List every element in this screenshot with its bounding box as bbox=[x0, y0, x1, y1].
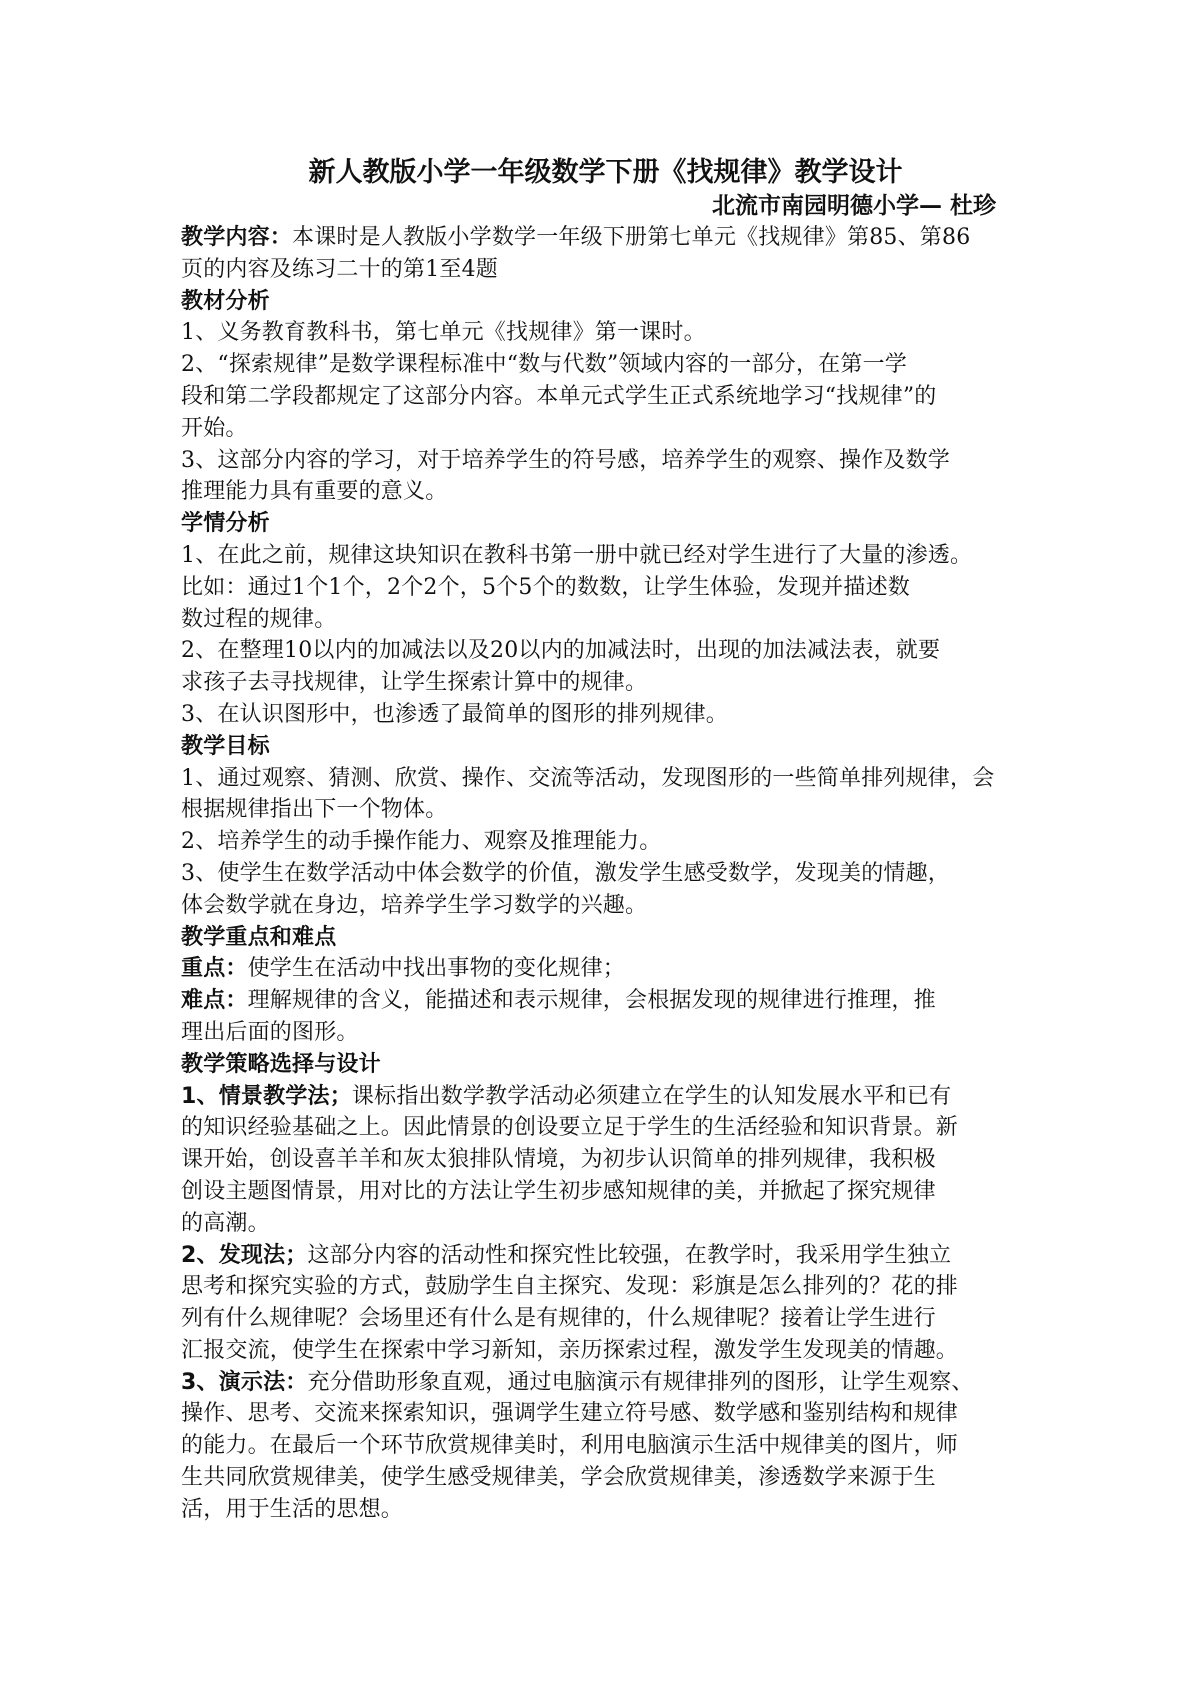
section-heading-text: 教学策略选择与设计 bbox=[181, 1051, 381, 1077]
text-line bbox=[181, 381, 1021, 413]
section-heading bbox=[181, 731, 1021, 763]
body-text: 的能力。在最后一个环节欣赏规律美时，利用电脑演示生活中规律美的图片，师 bbox=[181, 1433, 959, 1459]
body-text: 数过程的规律。 bbox=[181, 606, 337, 632]
text-line bbox=[181, 604, 1021, 636]
body-text: 使学生在活动中找出事物的变化规律； bbox=[247, 956, 626, 982]
text-line bbox=[181, 1144, 1021, 1176]
bold-lead-text: 1、情景教学法； bbox=[181, 1083, 352, 1109]
text-line bbox=[181, 826, 1021, 858]
text-line bbox=[181, 858, 1021, 890]
text-line bbox=[181, 890, 1021, 922]
text-line bbox=[181, 794, 1021, 826]
bold-lead-text: 3、演示法： bbox=[181, 1369, 308, 1395]
text-line bbox=[181, 1208, 1021, 1240]
body-text: 比如：通过1个1个，2个2个，5个5个的数数，让学生体验，发现并描述数 bbox=[181, 574, 910, 600]
text-line bbox=[181, 1430, 1021, 1462]
body-text: 1、义务教育教科书，第七单元《找规律》第一课时。 bbox=[181, 320, 706, 346]
body-text: 开始。 bbox=[181, 415, 248, 441]
text-line bbox=[181, 1271, 1021, 1303]
text-line bbox=[181, 540, 1021, 572]
body-text: 2、在整理10以内的加减法以及20以内的加减法时，出现的加法减法表，就要 bbox=[181, 638, 941, 664]
body-text: 理出后面的图形。 bbox=[181, 1019, 359, 1045]
text-line bbox=[181, 1303, 1021, 1335]
text-line bbox=[181, 413, 1021, 445]
body-text: 思考和探究实验的方式，鼓励学生自主探究、发现：彩旗是怎么排列的？花的排 bbox=[181, 1274, 959, 1300]
text-line bbox=[181, 222, 1021, 254]
text-line bbox=[181, 349, 1021, 381]
body-text: 1、通过观察、猜测、欣赏、操作、交流等活动，发现图形的一些简单排列规律，会 bbox=[181, 765, 995, 791]
section-heading-text: 教学目标 bbox=[181, 733, 270, 759]
text-line bbox=[181, 635, 1021, 667]
section-heading bbox=[181, 1049, 1021, 1081]
body-text: 根据规律指出下一个物体。 bbox=[181, 797, 448, 823]
body-text: 3、在认识图形中，也渗透了最简单的图形的排列规律。 bbox=[181, 701, 728, 727]
bold-lead-text: 重点： bbox=[181, 956, 248, 982]
section-heading bbox=[181, 508, 1021, 540]
body-text: 充分借助形象直观，通过电脑演示有规律排列的图形，让学生观察、 bbox=[307, 1369, 974, 1395]
bold-lead-text: 难点： bbox=[181, 988, 248, 1014]
text-line bbox=[181, 254, 1021, 286]
body-text: 1、在此之前，规律这块知识在教科书第一册中就已经对学生进行了大量的渗透。 bbox=[181, 542, 973, 568]
bold-lead-text: 2、发现法； bbox=[181, 1242, 308, 1268]
body-text: 的知识经验基础之上。因此情景的创设要立足于学生的生活经验和知识背景。新 bbox=[181, 1115, 959, 1141]
body-text: 求孩子去寻找规律，让学生探索计算中的规律。 bbox=[181, 670, 648, 696]
body-text: 汇报交流，使学生在探索中学习新知，亲历探索过程，激发学生发现美的情趣。 bbox=[181, 1337, 959, 1363]
section-heading-text: 学情分析 bbox=[181, 511, 270, 537]
body-text: 段和第二学段都规定了这部分内容。本单元式学生正式系统地学习“找规律”的 bbox=[181, 383, 937, 409]
bold-lead-text: 教学内容： bbox=[181, 225, 293, 250]
body-text: 创设主题图情景，用对比的方法让学生初步感知规律的美，并掀起了探究规律 bbox=[181, 1178, 936, 1204]
body-text: 2、“探索规律”是数学课程标准中“数与代数”领域内容的一部分，在第一学 bbox=[181, 352, 907, 378]
text-line bbox=[181, 445, 1021, 477]
text-line bbox=[181, 1017, 1021, 1049]
section-heading-text: 教学重点和难点 bbox=[181, 924, 337, 950]
text-line bbox=[181, 1462, 1021, 1494]
section-heading-text: 教材分析 bbox=[181, 288, 270, 314]
text-line bbox=[181, 476, 1021, 508]
text-line bbox=[181, 985, 1021, 1017]
text-line bbox=[181, 699, 1021, 731]
document-title: 新人教版小学一年级数学下册《找规律》教学设计 bbox=[308, 157, 903, 188]
body-text: 2、培养学生的动手操作能力、观察及推理能力。 bbox=[181, 829, 662, 855]
body-text: 活，用于生活的思想。 bbox=[181, 1496, 404, 1522]
body-text: 本课时是人教版小学数学一年级下册第七单元《找规律》第85、第86 bbox=[292, 225, 971, 250]
body-text: 3、使学生在数学活动中体会数学的价值，激发学生感受数学，发现美的情趣， bbox=[181, 860, 950, 886]
text-line bbox=[181, 1335, 1021, 1367]
body-text: 生共同欣赏规律美，使学生感受规律美，学会欣赏规律美，渗透数学来源于生 bbox=[181, 1465, 936, 1491]
body-text: 课开始，创设喜羊羊和灰太狼排队情境，为初步认识简单的排列规律，我积极 bbox=[181, 1147, 936, 1173]
text-line bbox=[181, 1398, 1021, 1430]
body-text: 操作、思考、交流来探索知识，强调学生建立符号感、数学感和鉴别结构和规律 bbox=[181, 1401, 959, 1427]
document-body bbox=[181, 222, 1021, 1526]
text-line bbox=[181, 1367, 1021, 1399]
body-text: 课标指出数学教学活动必须建立在学生的认知发展水平和已有 bbox=[351, 1083, 952, 1109]
section-heading bbox=[181, 922, 1021, 954]
body-text: 体会数学就在身边，培养学生学习数学的兴趣。 bbox=[181, 892, 648, 918]
text-line bbox=[181, 1081, 1021, 1113]
text-line bbox=[181, 1176, 1021, 1208]
body-text: 3、这部分内容的学习，对于培养学生的符号感，培养学生的观察、操作及数学 bbox=[181, 447, 950, 473]
text-line bbox=[181, 1240, 1021, 1272]
body-text: 这部分内容的活动性和探究性比较强，在教学时，我采用学生独立 bbox=[307, 1242, 952, 1268]
body-text: 推理能力具有重要的意义。 bbox=[181, 479, 448, 505]
section-heading bbox=[181, 286, 1021, 318]
text-line bbox=[181, 1112, 1021, 1144]
text-line bbox=[181, 1494, 1021, 1526]
text-line bbox=[181, 763, 1021, 795]
body-text: 页的内容及练习二十的第1至4题 bbox=[181, 256, 498, 282]
text-line bbox=[181, 317, 1021, 349]
text-line bbox=[181, 572, 1021, 604]
text-line bbox=[181, 667, 1021, 699]
body-text: 的高潮。 bbox=[181, 1210, 270, 1236]
text-line bbox=[181, 953, 1021, 985]
body-text: 列有什么规律呢？会场里还有什么是有规律的，什么规律呢？接着让学生进行 bbox=[181, 1306, 936, 1332]
author-line: 北流市南园明德小学— 杜珍 bbox=[712, 193, 997, 219]
body-text: 理解规律的含义，能描述和表示规律，会根据发现的规律进行推理，推 bbox=[247, 988, 936, 1014]
